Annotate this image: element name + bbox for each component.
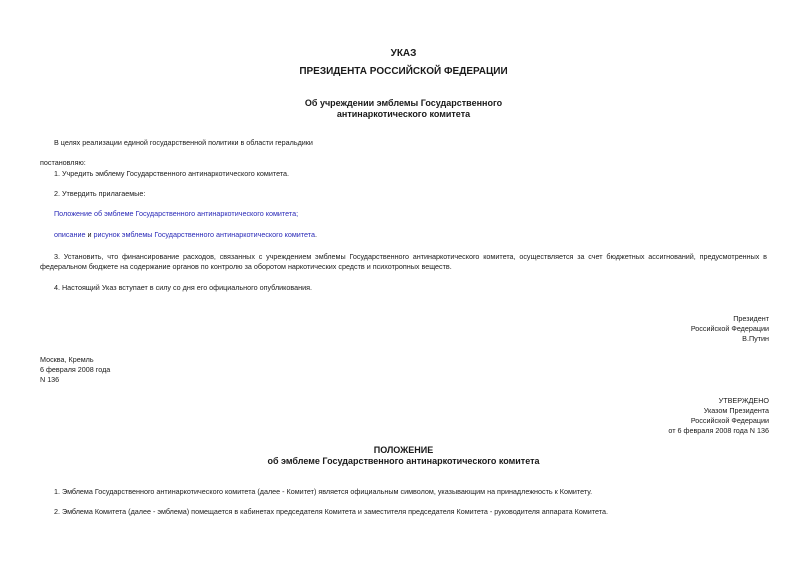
regulation-subtitle: об эмблеме Государственного антинаркотического комитета [267,456,540,466]
approval-org: Российской Федерации [690,416,769,425]
signature-title: Президент [733,314,769,323]
approval-mark: УТВЕРЖДЕНО [718,396,769,405]
approval-date: от 6 февраля 2008 года N 136 [668,426,769,435]
decree-name-line1: Об учреждении эмблемы Государственного [304,98,503,108]
signature-name: В.Путин [742,334,769,343]
decree-item-1: 1. Учредить эмблему Государственного антинаркотического комитета. [54,169,290,178]
regulation-title: ПОЛОЖЕНИЕ [373,445,434,455]
decree-item-4: 4. Настоящий Указ вступает в силу со дня его официального опубликования. [54,283,313,292]
resolve-word: постановляю: [40,158,86,167]
decree-subtitle: ПРЕЗИДЕНТА РОССИЙСКОЙ ФЕДЕРАЦИИ [299,66,508,77]
preamble: В целях реализации единой государственной политики в области геральдики [54,138,313,147]
decree-number: N 136 [40,375,60,384]
decree-item-3: 3. Установить, что финансирование расходов, связанных с учреждением эмблемы Государственного антинаркотического комитета, осуществляется за счет бюджетных ассигнований, предусмотренных в федеральном бюджете на содержание органов по контролю за оборотом наркотических средств и психотропных веществ. [40,252,767,271]
decree-name-line2: антинаркотического комитета [336,109,471,119]
description-drawing-line [54,230,317,240]
drawing-link[interactable]: рисунок эмблемы Государственного антинаркотического комитета [93,230,315,239]
description-link[interactable]: описание [54,230,86,239]
approval-by: Указом Президента [703,406,769,415]
regulation-item-1: 1. Эмблема Государственного антинаркотического комитета (далее - Комитет) является официальным символом, указывающим на принадлежность к Комитету. [54,487,593,496]
regulation-item-2: 2. Эмблема Комитета (далее - эмблема) помещается в кабинетах председателя Комитета и заместителя председателя Комитета - руководителя аппарата Комитета. [54,507,608,516]
regulation-link[interactable]: Положение об эмблеме Государственного антинаркотического комитета; [54,209,299,218]
date: 6 февраля 2008 года [40,365,111,374]
and-text: и [85,230,94,239]
signature-org: Российской Федерации [690,324,769,333]
place: Москва, Кремль [40,355,94,364]
link-line-end: . [314,230,317,239]
decree-title: УКАЗ [390,48,417,59]
decree-item-2: 2. Утвердить прилагаемые: [54,189,146,198]
